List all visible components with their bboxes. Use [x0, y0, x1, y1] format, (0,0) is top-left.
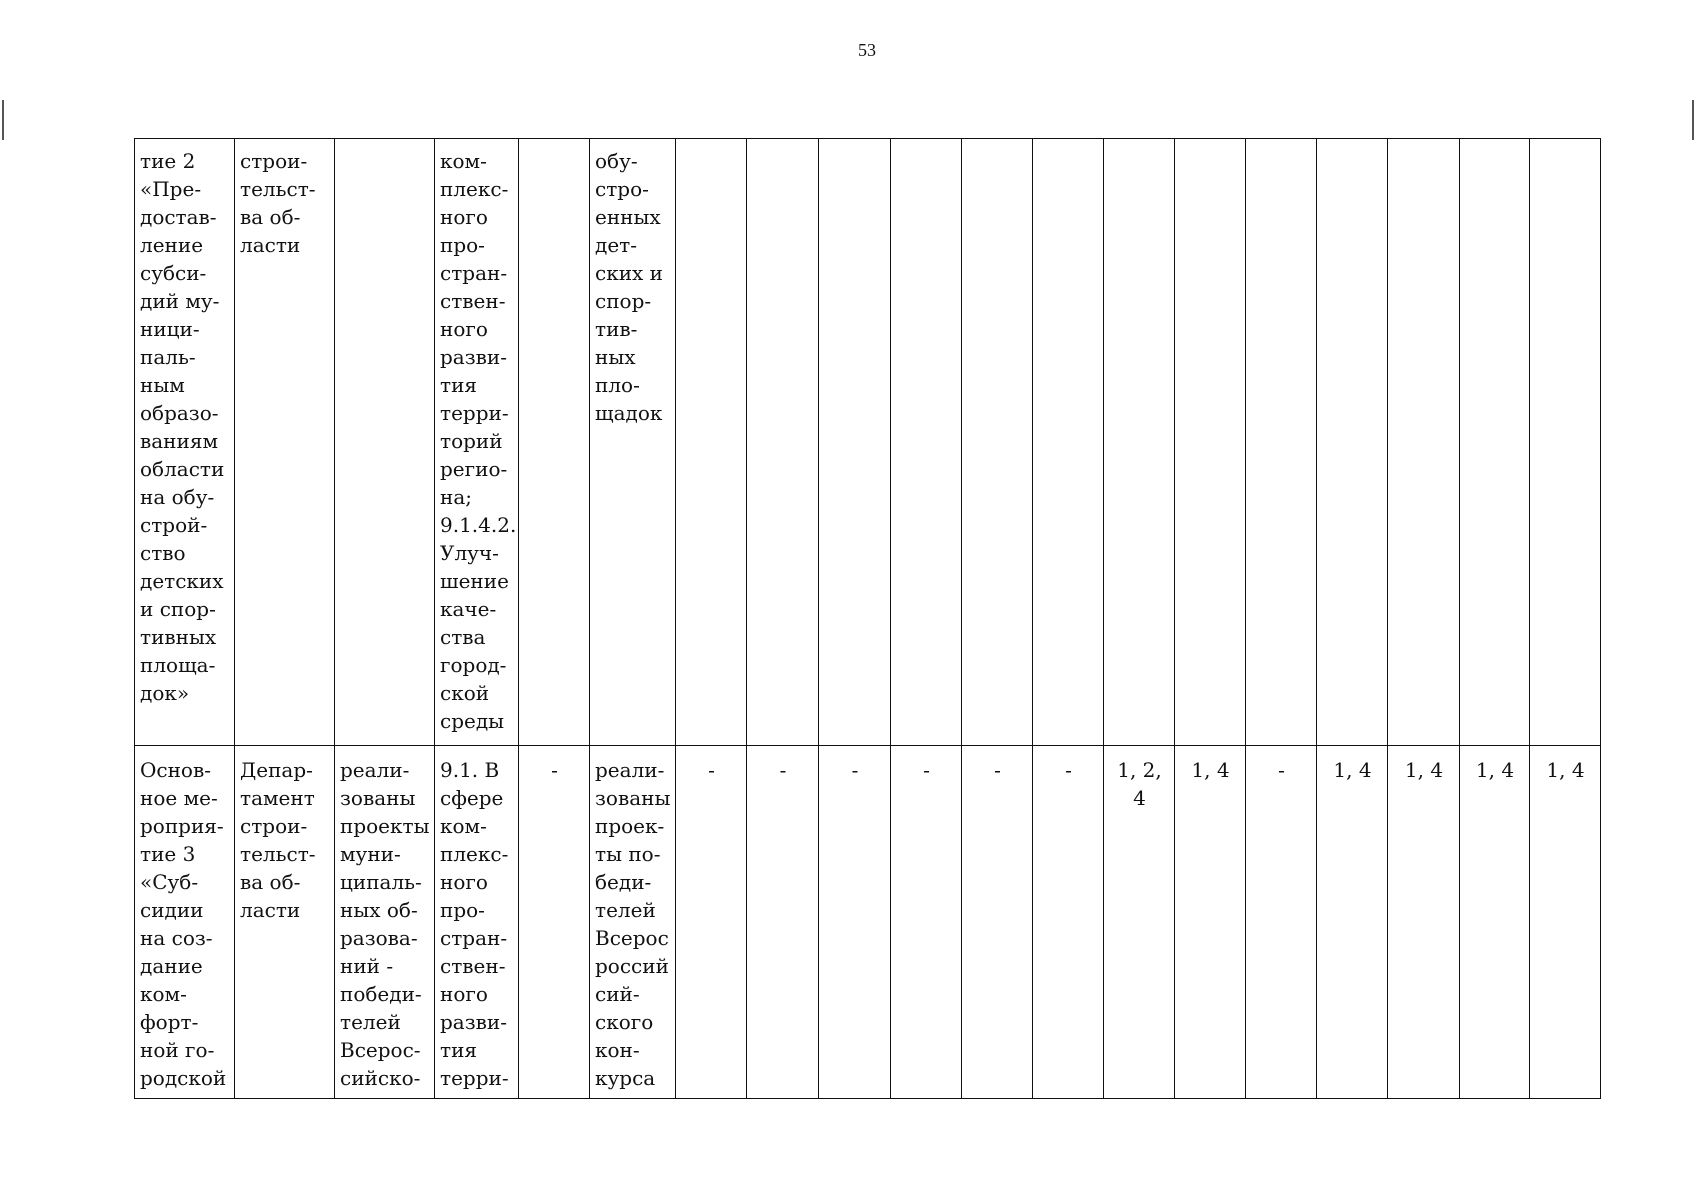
- table-cell: 1, 4: [1530, 746, 1601, 1099]
- table-cell: 1, 4: [1388, 746, 1460, 1099]
- table-cell-executor: строи- тельст- ва об- ласти: [235, 139, 335, 746]
- table-cell-result: реали- зованы проекты муни- ципаль- ных об- разова- ний - победи- телей Всерос- сийско-: [335, 746, 435, 1099]
- data-table: [134, 138, 1601, 1099]
- table-cell: 1, 4: [1175, 746, 1246, 1099]
- page-number: 53: [858, 40, 876, 60]
- table-cell: [1388, 139, 1460, 746]
- scan-mark-left: [2, 100, 4, 140]
- table-cell: [1033, 139, 1104, 746]
- table-cell-indicator: реали- зованы проек- ты по- беди- телей Всерос россий сий- ского кон- курса: [590, 746, 676, 1099]
- table-cell-goal: ком- плекс- ного про- стран- ствен- ного разви- тия терри- торий регио- на; 9.1.4.2. Улуч- шение каче- ства город- ской среды: [435, 139, 519, 746]
- table-cell: [819, 139, 891, 746]
- table-cell-measure-name: Основ- ное ме- роприя- тие 3 «Суб- сидии на соз- дание ком- форт- ной го- родской: [135, 746, 235, 1099]
- table-cell: 1, 4: [1460, 746, 1530, 1099]
- table-cell-result: [335, 139, 435, 746]
- table-cell: [1246, 139, 1317, 746]
- table-cell: -: [962, 746, 1033, 1099]
- table-row: [135, 139, 1601, 746]
- table-cell-indicator: обу- стро- енных дет- ских и спор- тив- ных пло- щадок: [590, 139, 676, 746]
- table-cell: [519, 139, 590, 746]
- table-cell: [1104, 139, 1175, 746]
- table-cell-goal: 9.1. В сфере ком- плекс- ного про- стран- ствен- ного разви- тия терри-: [435, 746, 519, 1099]
- table-cell: -: [891, 746, 962, 1099]
- table-cell: [747, 139, 819, 746]
- table-cell: [1460, 139, 1530, 746]
- table-row: [135, 746, 1601, 1099]
- table-cell: -: [1033, 746, 1104, 1099]
- table-cell: [676, 139, 747, 746]
- table-cell: -: [676, 746, 747, 1099]
- table-cell-measure-name: тие 2 «Пре- достав- ление субси- дий му- ници- паль- ным образо- ваниям области на обу- строй- ство детских и спор- тивных площа- док»: [135, 139, 235, 746]
- table-cell: [1317, 139, 1388, 746]
- table-cell: [962, 139, 1033, 746]
- table-cell: -: [519, 746, 590, 1099]
- table-cell: [891, 139, 962, 746]
- table-cell: [1175, 139, 1246, 746]
- table-cell: 1, 4: [1317, 746, 1388, 1099]
- scan-mark-right: [1692, 100, 1694, 140]
- table-cell: -: [747, 746, 819, 1099]
- table-cell: 1, 2, 4: [1104, 746, 1175, 1099]
- table-cell: -: [819, 746, 891, 1099]
- table-cell-executor: Депар- тамент строи- тельст- ва об- ласти: [235, 746, 335, 1099]
- table-cell: -: [1246, 746, 1317, 1099]
- table-cell: [1530, 139, 1601, 746]
